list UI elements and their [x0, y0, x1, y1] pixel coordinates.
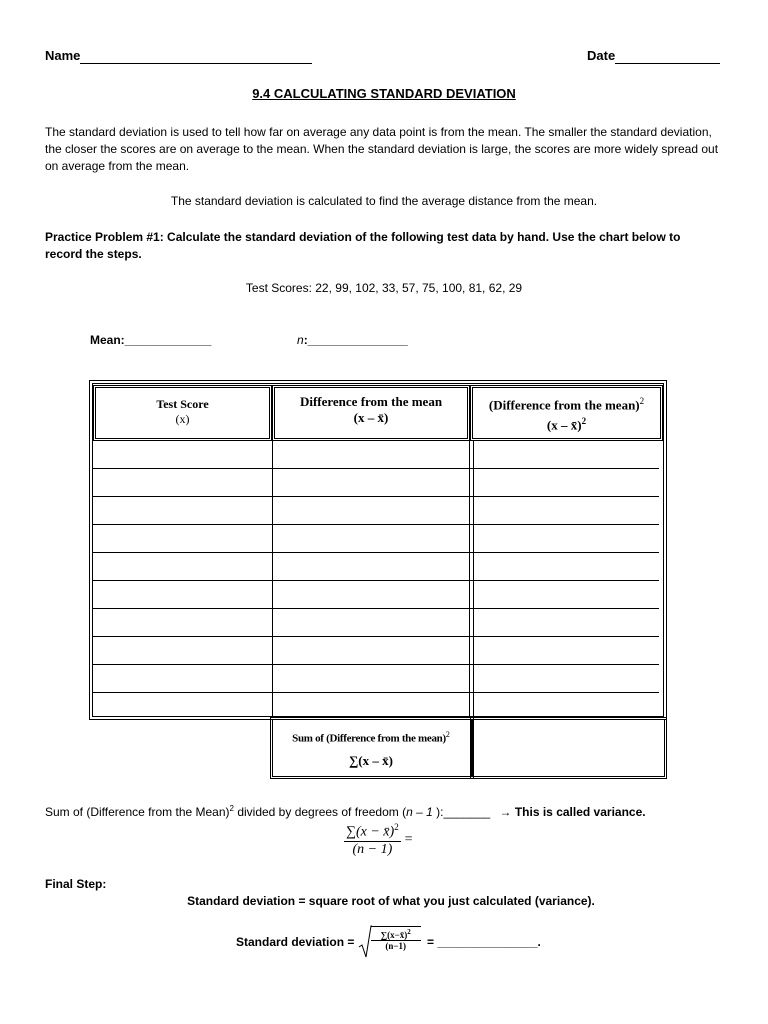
table-row[interactable]	[93, 468, 659, 469]
sd-num: ∑(x−x̄)	[380, 930, 408, 940]
variance-dof: n – 1	[406, 805, 437, 819]
test-scores: Test Scores: 22, 99, 102, 33, 57, 75, 100, 81, 62, 29	[245, 281, 523, 295]
sd-den: (n−1)	[385, 941, 407, 951]
col3-exp: 2	[639, 396, 645, 406]
table-row[interactable]	[93, 580, 659, 581]
name-blank[interactable]	[80, 48, 312, 64]
table-row[interactable]	[93, 552, 659, 553]
variance-blank[interactable]: ):_______	[436, 805, 491, 819]
variance-formula-num: ∑(x − x̄)	[346, 824, 395, 840]
col-divider-2	[469, 441, 470, 717]
page-title: 9.4 CALCULATING STANDARD DEVIATION	[252, 86, 516, 101]
col3-title: (Difference from the mean)	[488, 397, 640, 413]
date-label: Date	[587, 48, 616, 63]
sum-exp: 2	[445, 730, 450, 739]
variance-exp: 2	[229, 804, 234, 813]
intro-paragraph: The standard deviation is used to tell how far on average any data point is from the mean. The smaller the standard deviation, the closer the scores are on average to the mean. When the standard deviation is large, the scores are more widely spread out on average from the mean.	[45, 125, 719, 173]
col3-sub-exp: 2	[581, 416, 587, 427]
sum-title: Sum of (Difference from the mean)	[292, 732, 446, 745]
name-label: Name	[45, 48, 81, 63]
sum-formula: ∑(x – x̄)	[349, 752, 393, 768]
variance-text-a: Sum of (Difference from the Mean)	[45, 805, 230, 819]
n-blank[interactable]: :_______________	[303, 333, 408, 347]
col3-sub: (x – x̄)	[546, 417, 582, 433]
variance-text-b: divided by degrees of freedom (	[233, 805, 407, 819]
table-row[interactable]	[93, 608, 659, 609]
practice-problem: Practice Problem #1: Calculate the standard deviation of the following test data by hand. Use the chart below to record the steps.	[45, 230, 681, 261]
col2-title: Difference from the mean	[299, 394, 443, 409]
sum-answer-cell[interactable]	[470, 717, 667, 779]
table-row[interactable]	[93, 692, 659, 693]
sd-formula	[236, 926, 541, 962]
col3-header	[470, 393, 663, 434]
variance-formula-exp: 2	[394, 822, 399, 832]
table-row[interactable]	[93, 496, 659, 497]
sum-header	[272, 727, 470, 768]
variance-formula-den: (n − 1)	[352, 841, 393, 857]
mean-field[interactable]	[90, 333, 211, 347]
name-field[interactable]	[45, 48, 312, 64]
variance-formula	[344, 822, 412, 858]
date-blank[interactable]	[615, 48, 720, 64]
sd-num-exp: 2	[407, 928, 411, 936]
variance-line	[45, 804, 646, 819]
col-divider-3	[473, 441, 474, 717]
col1-header	[93, 397, 272, 427]
n-label: n	[297, 333, 304, 347]
center-statement: The standard deviation is calculated to find the average distance from the mean.	[170, 194, 598, 208]
table-row[interactable]	[93, 664, 659, 665]
final-step-label: Final Step:	[45, 877, 107, 891]
variance-formula-eq: =	[404, 831, 413, 847]
sqrt-symbol	[358, 926, 410, 958]
variance-arrow-text: → This is called variance.	[499, 805, 646, 819]
col-divider-1	[272, 441, 273, 717]
table-row[interactable]	[93, 524, 659, 525]
sd-label: Standard deviation =	[236, 935, 355, 949]
sd-answer-blank[interactable]: = _______________.	[427, 935, 541, 949]
col1-title: Test Score	[156, 397, 209, 411]
final-statement: Standard deviation = square root of what you just calculated (variance).	[187, 894, 595, 908]
sqrt-icon	[358, 925, 372, 959]
date-field[interactable]	[587, 48, 720, 64]
col1-sub: (x)	[175, 412, 190, 426]
mean-blank[interactable]: _____________	[124, 333, 212, 347]
col2-header	[272, 394, 470, 426]
col2-sub: (x – x̄)	[353, 410, 389, 425]
table-row[interactable]	[93, 636, 659, 637]
mean-label: Mean:	[90, 333, 125, 347]
n-field[interactable]	[297, 333, 408, 347]
